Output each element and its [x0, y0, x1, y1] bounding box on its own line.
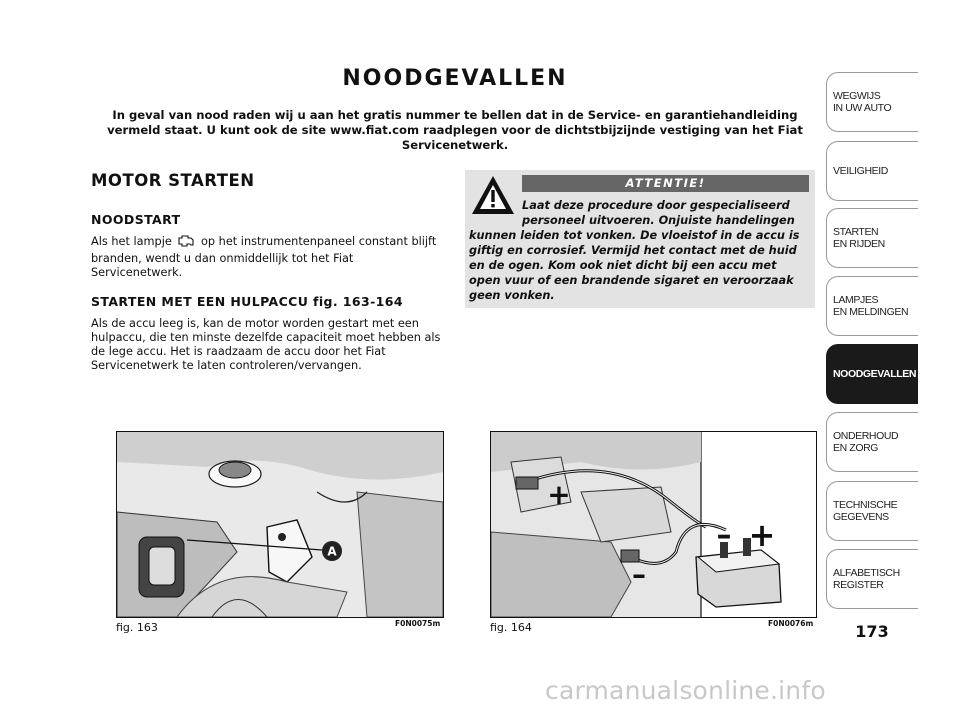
sidebar-tab-onderhoud[interactable] — [826, 412, 918, 472]
paragraph-noodstart: Als het lampje op het instrumentenpaneel constant blijft branden, wendt u dan onmiddellijk tot het Fiat Servicenetwerk. — [91, 235, 437, 279]
page-title: NOODGEVALLEN — [342, 66, 568, 91]
figure-164-plus-right: + — [748, 516, 776, 554]
sidebar-tab-alfabetisch[interactable] — [826, 549, 918, 609]
sidebar-tab-label: REGISTER — [833, 579, 884, 591]
sidebar-tab-veiligheid[interactable] — [826, 141, 918, 201]
sidebar-tab-noodgevallen[interactable] — [826, 344, 918, 404]
page-number: 173 — [855, 622, 889, 641]
sidebar-tab-label: GEGEVENS — [833, 511, 889, 523]
figure-164-image — [490, 431, 817, 618]
engine-warning-lamp-icon — [177, 234, 195, 252]
figure-164-minus-left: – — [632, 558, 646, 591]
figure-163-callout: A — [327, 544, 337, 559]
warning-label: ATTENTIE! — [522, 175, 809, 192]
sidebar-tab-label: NOODGEVALLEN — [833, 368, 917, 380]
figure-164-caption: fig. 164 — [490, 621, 532, 634]
paragraph-hulpaccu: Als de accu leeg is, kan de motor worden gestart met een hulpaccu, die ten minste dezelfde capaciteit moet hebben als de lege accu. Het is raadzaam de accu door het Fiat Servicenetwerk te laten controleren/vervangen. — [91, 317, 441, 372]
intro-text: In geval van nood raden wij u aan het gratis nummer te bellen dat in de Service- en garantiehandleiding vermeld staat. U kunt ook de site www.fiat.com raadplegen voor de dichtstbijzijnde vestiging van het Fiat Servicenetwerk. — [107, 108, 803, 152]
figure-163-code: F0N0075m — [395, 619, 441, 628]
sidebar-tab-label: WEGWIJS — [833, 90, 881, 102]
sidebar-tab-label: TECHNISCHE — [833, 499, 898, 511]
sidebar-tab-label: EN ZORG — [833, 442, 879, 454]
sidebar-tab-label: LAMPJES — [833, 294, 879, 306]
sidebar-tab-label: ALFABETISCH — [833, 567, 900, 579]
sidebar-tab-label: EN RIJDEN — [833, 238, 885, 250]
figure-164-code: F0N0076m — [768, 619, 814, 628]
sidebar-tab-label: ONDERHOUD — [833, 430, 899, 442]
subheading-noodstart: NOODSTART — [91, 212, 181, 227]
figure-164-minus-right: – — [716, 518, 732, 553]
sidebar-tab-label: VEILIGHEID — [833, 165, 888, 177]
sidebar-tab-technische[interactable] — [826, 481, 918, 541]
sidebar-tab-lampjes[interactable] — [826, 276, 918, 336]
sidebar-tab-label: STARTEN — [833, 226, 879, 238]
watermark: carmanualsonline.info — [545, 676, 826, 705]
figure-163-image — [116, 431, 444, 618]
figure-164-plus-left: + — [547, 478, 571, 511]
sidebar-tab-starten[interactable] — [826, 208, 918, 268]
warning-text: Laat deze procedure door gespecialiseerd personeel uitvoeren. Onjuiste handelingen kunnen leiden tot vonken. De vloeistof in de accu is giftig en corrosief. Vermijd het contact met de huid en de ogen. Kom ook niet dicht bij een accu met open vuur of een brandende sigaret en veroorzaak geen vonken. — [469, 199, 800, 302]
subheading-hulpaccu: STARTEN MET EEN HULPACCU fig. 163-164 — [91, 294, 403, 309]
sidebar-tab-wegwijs[interactable] — [826, 72, 918, 132]
sidebar-tab-label: EN MELDINGEN — [833, 306, 909, 318]
sidebar-tab-label: IN UW AUTO — [833, 102, 892, 114]
figure-163-caption: fig. 163 — [116, 621, 158, 634]
section-heading: MOTOR STARTEN — [91, 171, 255, 190]
